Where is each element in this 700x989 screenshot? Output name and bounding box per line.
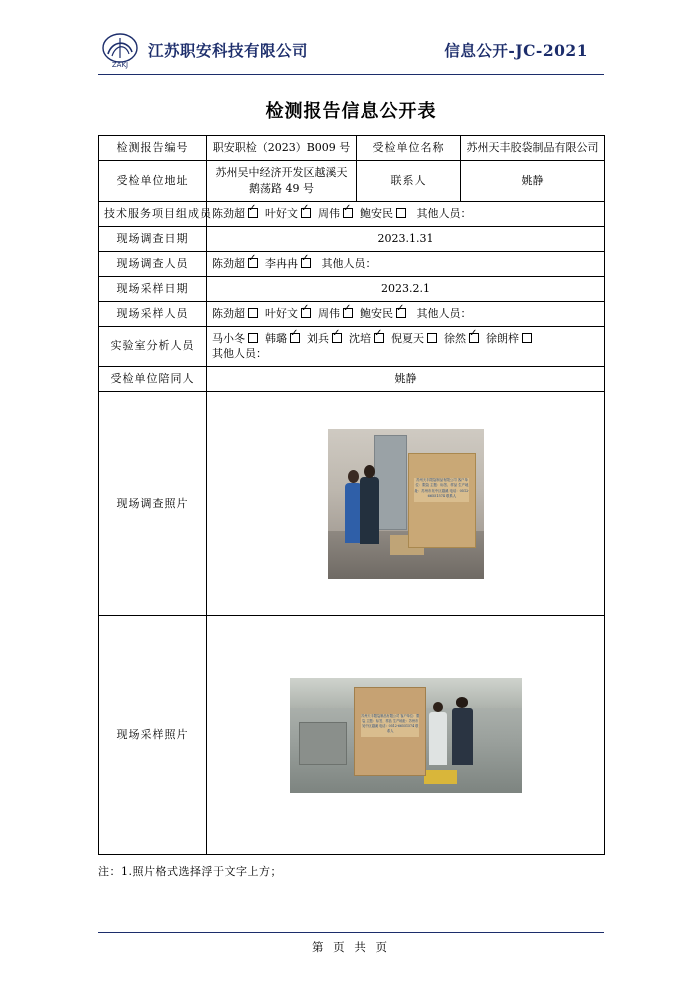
photo1-door (374, 435, 407, 530)
value-sampling-date: 2023.2.1 (207, 276, 605, 301)
photo2-machine (299, 722, 347, 765)
staff-entry (265, 206, 312, 222)
value-client-address: 苏州吴中经济开发区越溪天鹅荡路 49 号 (207, 160, 357, 201)
photo2-yellow-equipment (424, 770, 456, 784)
staff-checkbox[interactable] (343, 308, 353, 318)
staff-checkbox[interactable] (374, 333, 384, 343)
photo2-carton-label: 苏州天丰限袋制品有限公司 客户单位：限袋 主题：标签、样品 生产地址：苏州市吴中区越溪 电话：0512-66551574 联系人 (361, 714, 419, 737)
table-row-survey-date (99, 226, 605, 251)
label-survey-photo: 现场调查照片 (99, 392, 207, 616)
staff-checkbox[interactable] (248, 308, 258, 318)
staff-name: 刘兵 (307, 331, 329, 345)
staff-name: 叶好文 (265, 206, 298, 220)
staff-entry (318, 306, 354, 322)
label-client-name: 受检单位名称 (357, 136, 461, 161)
company-logo-icon (98, 32, 142, 68)
staff-checkbox[interactable] (343, 208, 353, 218)
staff-entry (360, 206, 407, 222)
page-number: 第 页 共 页 (312, 940, 390, 954)
table-note: 注：1.照片格式选择浮于文字上方； (98, 865, 282, 879)
value-client-name: 苏州天丰胶袋制品有限公司 (461, 136, 605, 161)
staff-name: 陈劲超 (212, 306, 245, 320)
value-survey-staff (207, 251, 605, 276)
team-members-others: 其他人员： (416, 206, 472, 220)
staff-checkbox[interactable] (332, 333, 342, 343)
staff-name: 周伟 (318, 306, 340, 320)
table-row-accompany (99, 367, 605, 392)
svg-text:ZAKJ: ZAKJ (111, 61, 129, 69)
staff-entry (318, 206, 354, 222)
value-team-members (207, 201, 605, 226)
staff-entry (265, 306, 312, 322)
value-lab-staff (207, 326, 605, 367)
staff-name: 徐然 (444, 331, 466, 345)
label-team-members: 技术服务项目组成员 (99, 201, 207, 226)
survey-photo-image (328, 429, 484, 579)
staff-entry (212, 206, 259, 222)
team-members-list (212, 207, 413, 220)
staff-name: 叶好文 (265, 306, 298, 320)
staff-name: 周伟 (318, 206, 340, 220)
photo2-worker-left (429, 712, 448, 765)
staff-name: 倪夏天 (391, 331, 424, 345)
staff-checkbox[interactable] (396, 308, 406, 318)
brand (98, 32, 308, 68)
label-accompany: 受检单位陪同人 (99, 367, 207, 392)
value-contact-person: 姚静 (461, 160, 605, 201)
label-survey-date: 现场调查日期 (99, 226, 207, 251)
table-row-sampling-staff (99, 301, 605, 326)
staff-name: 马小冬 (212, 331, 245, 345)
staff-name: 沈培 (349, 331, 371, 345)
staff-entry (212, 331, 259, 347)
table-row-team-members (99, 201, 605, 226)
staff-name: 徐朗梓 (486, 331, 519, 345)
staff-name: 陈劲超 (212, 256, 245, 270)
label-contact-person: 联系人 (357, 160, 461, 201)
photo2-carton (354, 687, 426, 776)
table-row-survey-staff (99, 251, 605, 276)
label-lab-staff: 实验室分析人员 (99, 326, 207, 367)
sampling-staff-others: 其他人员： (416, 306, 472, 320)
document-code: 信息公开-JC-2021 (444, 41, 588, 60)
staff-checkbox[interactable] (301, 258, 311, 268)
sampling-staff-list (212, 307, 413, 320)
table-row-survey-photo (99, 392, 605, 616)
label-survey-staff: 现场调查人员 (99, 251, 207, 276)
staff-checkbox[interactable] (248, 208, 258, 218)
staff-entry (444, 331, 480, 347)
header-divider (98, 74, 604, 75)
photo1-carton-label: 苏州天丰限袋制品有限公司 客户单位：限袋 主题：标签、样品 生产地址：苏州市吴中区越溪 电话：0512-66551574 联系人 (414, 478, 469, 502)
staff-entry (265, 256, 312, 272)
survey-photo-cell (207, 392, 605, 616)
page-header (98, 28, 604, 72)
value-sampling-staff (207, 301, 605, 326)
staff-checkbox[interactable] (396, 208, 406, 218)
staff-checkbox[interactable] (248, 258, 258, 268)
staff-name: 鲍安民 (360, 206, 393, 220)
survey-staff-others: 其他人员： (321, 256, 377, 270)
staff-entry (391, 331, 438, 347)
survey-staff-list (212, 257, 318, 270)
photo1-person-right (360, 477, 379, 545)
lab-staff-list (212, 331, 599, 347)
value-accompany: 姚静 (207, 367, 605, 392)
staff-name: 李冉冉 (265, 256, 298, 270)
label-client-address: 受检单位地址 (99, 160, 207, 201)
label-sampling-staff: 现场采样人员 (99, 301, 207, 326)
staff-name: 鲍安民 (360, 306, 393, 320)
sampling-photo-wrap (212, 620, 599, 850)
staff-entry (307, 331, 343, 347)
sampling-photo-cell (207, 616, 605, 855)
staff-checkbox[interactable] (301, 308, 311, 318)
photo1-carton (408, 453, 476, 548)
photo2-worker-right (452, 708, 473, 766)
staff-checkbox[interactable] (248, 333, 258, 343)
value-report-no: 职安职检（2023）B009 号 (207, 136, 357, 161)
staff-entry (212, 306, 259, 322)
table-row-address (99, 160, 605, 201)
photo1-person-left (345, 483, 362, 543)
staff-entry (212, 256, 259, 272)
company-name: 江苏职安科技有限公司 (148, 41, 309, 60)
label-sampling-date: 现场采样日期 (99, 276, 207, 301)
staff-name: 韩璐 (265, 331, 287, 345)
staff-entry (349, 331, 385, 347)
staff-checkbox[interactable] (522, 333, 532, 343)
page-footer (98, 932, 604, 955)
info-table (98, 135, 605, 855)
staff-entry (360, 306, 407, 322)
table-row-lab-staff (99, 326, 605, 367)
page-content (98, 28, 604, 879)
footer-divider (98, 932, 604, 933)
staff-name: 陈劲超 (212, 206, 245, 220)
staff-checkbox[interactable] (469, 333, 479, 343)
table-row-sampling-photo (99, 616, 605, 855)
staff-checkbox[interactable] (427, 333, 437, 343)
page-title: 检测报告信息公开表 (265, 101, 437, 122)
staff-checkbox[interactable] (301, 208, 311, 218)
lab-staff-others: 其他人员： (212, 347, 267, 361)
table-row-sampling-date (99, 276, 605, 301)
table-row-report-no (99, 136, 605, 161)
value-survey-date: 2023.1.31 (207, 226, 605, 251)
staff-checkbox[interactable] (290, 333, 300, 343)
staff-entry (265, 331, 301, 347)
staff-entry (486, 331, 533, 347)
label-report-no: 检测报告编号 (99, 136, 207, 161)
survey-photo-wrap (212, 396, 599, 611)
sampling-photo-image (290, 678, 522, 793)
label-sampling-photo: 现场采样照片 (99, 616, 207, 855)
